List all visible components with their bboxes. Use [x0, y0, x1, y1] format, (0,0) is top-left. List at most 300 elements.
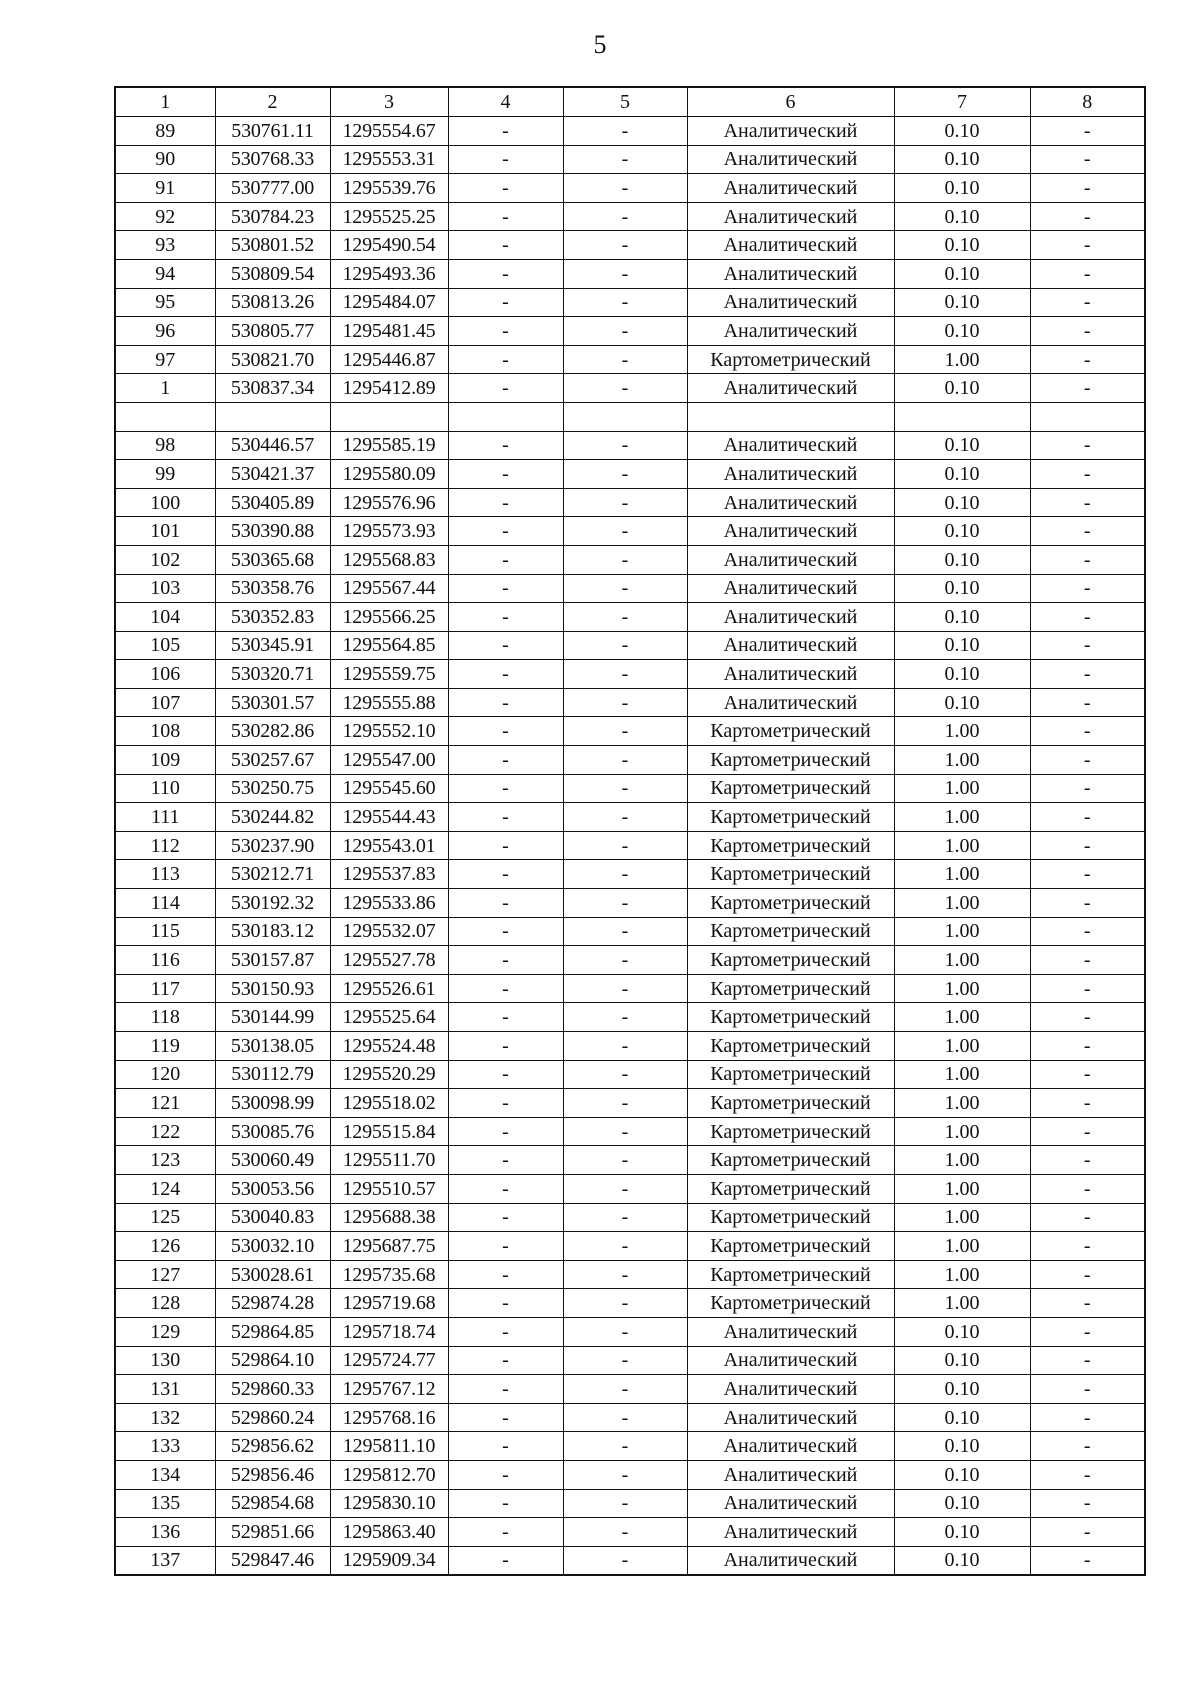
table-cell: - — [1030, 717, 1145, 746]
table-cell: 101 — [115, 517, 215, 546]
table-row — [115, 831, 1145, 860]
table-cell: Аналитический — [687, 574, 894, 603]
table-cell: - — [1030, 460, 1145, 489]
table-cell: Аналитический — [687, 431, 894, 460]
table-cell: 115 — [115, 917, 215, 946]
table-row — [115, 1518, 1145, 1547]
table-cell: - — [1030, 688, 1145, 717]
table-cell: - — [1030, 1289, 1145, 1318]
table-cell: - — [563, 1460, 687, 1489]
table-cell: 1295511.70 — [330, 1146, 448, 1175]
table-cell: - — [1030, 1089, 1145, 1118]
table-cell: Картометрический — [687, 974, 894, 1003]
table-cell: - — [1030, 1174, 1145, 1203]
table-cell: 530768.33 — [215, 145, 330, 174]
table-cell: - — [563, 488, 687, 517]
table-cell: 0.10 — [894, 259, 1030, 288]
table-cell: Картометрический — [687, 1089, 894, 1118]
table-cell: 137 — [115, 1546, 215, 1575]
table-cell: 96 — [115, 317, 215, 346]
table-cell: - — [1030, 345, 1145, 374]
table-row — [115, 517, 1145, 546]
table-cell: Аналитический — [687, 660, 894, 689]
table-cell: - — [448, 1403, 563, 1432]
table-cell: - — [563, 1375, 687, 1404]
table-cell: 1295768.16 — [330, 1403, 448, 1432]
table-cell: Аналитический — [687, 1546, 894, 1575]
table-row — [115, 889, 1145, 918]
table-cell: - — [448, 1375, 563, 1404]
table-cell: 103 — [115, 574, 215, 603]
table-row — [115, 946, 1145, 975]
table-cell: 92 — [115, 202, 215, 231]
table-cell: 1.00 — [894, 1089, 1030, 1118]
page-number: 5 — [593, 30, 607, 59]
table-cell: 98 — [115, 431, 215, 460]
table-cell: 1295564.85 — [330, 631, 448, 660]
table-row — [115, 1003, 1145, 1032]
header-cell: 5 — [563, 87, 687, 117]
table-cell: Картометрический — [687, 717, 894, 746]
table-cell: - — [1030, 1346, 1145, 1375]
table-cell: - — [563, 660, 687, 689]
table-cell: - — [448, 1032, 563, 1061]
table-cell — [330, 402, 448, 431]
table-cell: - — [563, 1317, 687, 1346]
table-cell: - — [1030, 517, 1145, 546]
table-cell: - — [448, 517, 563, 546]
table-cell: 1.00 — [894, 774, 1030, 803]
table-cell: 129 — [115, 1317, 215, 1346]
table-cell: 110 — [115, 774, 215, 803]
table-cell: 1295909.34 — [330, 1546, 448, 1575]
table-cell: 127 — [115, 1260, 215, 1289]
table-cell: 130 — [115, 1346, 215, 1375]
table-cell: - — [1030, 946, 1145, 975]
table-cell: Картометрический — [687, 946, 894, 975]
table-cell: 1295576.96 — [330, 488, 448, 517]
table-row — [115, 1032, 1145, 1061]
table-cell: 0.10 — [894, 1518, 1030, 1547]
header-cell: 8 — [1030, 87, 1145, 117]
table-cell: 1295863.40 — [330, 1518, 448, 1547]
table-row — [115, 231, 1145, 260]
table-cell: - — [448, 117, 563, 146]
table-row — [115, 1432, 1145, 1461]
table-cell: 530784.23 — [215, 202, 330, 231]
table-cell: Аналитический — [687, 460, 894, 489]
table-cell: 126 — [115, 1232, 215, 1261]
table-cell: - — [1030, 917, 1145, 946]
table-cell: - — [563, 317, 687, 346]
table-cell: 530813.26 — [215, 288, 330, 317]
table-cell: 1295566.25 — [330, 603, 448, 632]
table-cell: 117 — [115, 974, 215, 1003]
table-cell: Аналитический — [687, 1460, 894, 1489]
header-cell: 3 — [330, 87, 448, 117]
table-cell: - — [563, 517, 687, 546]
table-cell: - — [448, 917, 563, 946]
table-cell: Картометрический — [687, 1060, 894, 1089]
table-cell: Аналитический — [687, 1432, 894, 1461]
table-cell: 1295524.48 — [330, 1032, 448, 1061]
table-cell: - — [448, 145, 563, 174]
table-cell: 0.10 — [894, 317, 1030, 346]
table-cell: - — [563, 545, 687, 574]
table-cell: Аналитический — [687, 1403, 894, 1432]
table-cell: 530212.71 — [215, 860, 330, 889]
table-cell: Картометрический — [687, 1174, 894, 1203]
table-cell: 1.00 — [894, 1232, 1030, 1261]
table-cell: 530144.99 — [215, 1003, 330, 1032]
table-cell: Картометрический — [687, 1289, 894, 1318]
table-cell: - — [563, 1518, 687, 1547]
table-cell: - — [448, 574, 563, 603]
table-row — [115, 345, 1145, 374]
table-cell: - — [1030, 1203, 1145, 1232]
table-cell: Картометрический — [687, 889, 894, 918]
table-cell: 136 — [115, 1518, 215, 1547]
table-cell: 530837.34 — [215, 374, 330, 403]
table-cell: - — [1030, 1060, 1145, 1089]
table-cell: - — [448, 345, 563, 374]
table-cell: - — [448, 1060, 563, 1089]
table-cell: - — [1030, 545, 1145, 574]
table-row — [115, 860, 1145, 889]
table-cell: 1.00 — [894, 946, 1030, 975]
table-cell: 1.00 — [894, 345, 1030, 374]
table-cell: 134 — [115, 1460, 215, 1489]
table-cell: - — [1030, 574, 1145, 603]
table-row — [115, 746, 1145, 775]
table-cell: 1295767.12 — [330, 1375, 448, 1404]
table-cell: - — [563, 574, 687, 603]
table-cell: 1.00 — [894, 1117, 1030, 1146]
table-cell: 529860.33 — [215, 1375, 330, 1404]
table-cell: 120 — [115, 1060, 215, 1089]
table-cell: - — [1030, 603, 1145, 632]
table-cell: - — [563, 946, 687, 975]
table-cell: 0.10 — [894, 231, 1030, 260]
table-cell: 1.00 — [894, 803, 1030, 832]
table-cell: - — [563, 1432, 687, 1461]
table-cell: - — [448, 1260, 563, 1289]
table-cell: - — [448, 1089, 563, 1118]
table-cell: 530183.12 — [215, 917, 330, 946]
table-cell: 121 — [115, 1089, 215, 1118]
table-cell: - — [563, 374, 687, 403]
table-row — [115, 1289, 1145, 1318]
table-cell: 113 — [115, 860, 215, 889]
table-cell: 1.00 — [894, 1060, 1030, 1089]
table-cell: - — [1030, 1403, 1145, 1432]
table-cell: 529864.10 — [215, 1346, 330, 1375]
table-cell: - — [563, 117, 687, 146]
header-cell: 1 — [115, 87, 215, 117]
table-cell: Картометрический — [687, 746, 894, 775]
table-cell: - — [563, 1060, 687, 1089]
table-cell: - — [563, 231, 687, 260]
table-cell: 1295510.57 — [330, 1174, 448, 1203]
table-cell: 529874.28 — [215, 1289, 330, 1318]
table-cell: 530761.11 — [215, 117, 330, 146]
table-cell: 0.10 — [894, 1375, 1030, 1404]
table-cell: 0.10 — [894, 288, 1030, 317]
table-cell: 529864.85 — [215, 1317, 330, 1346]
table-cell: 530801.52 — [215, 231, 330, 260]
table-cell — [1030, 402, 1145, 431]
table-cell: 530320.71 — [215, 660, 330, 689]
table-cell: - — [563, 1117, 687, 1146]
table-cell: 530028.61 — [215, 1260, 330, 1289]
table-cell: 1295543.01 — [330, 831, 448, 860]
table-cell: 0.10 — [894, 1432, 1030, 1461]
table-row — [115, 1117, 1145, 1146]
table-cell: 89 — [115, 117, 215, 146]
table-row — [115, 402, 1145, 431]
table-cell: 1295688.38 — [330, 1203, 448, 1232]
table-cell: 128 — [115, 1289, 215, 1318]
table-cell: 1295719.68 — [330, 1289, 448, 1318]
table-row — [115, 1232, 1145, 1261]
table-cell: - — [563, 288, 687, 317]
table-cell: Аналитический — [687, 231, 894, 260]
table-row — [115, 1489, 1145, 1518]
table-cell — [563, 402, 687, 431]
table-cell: - — [1030, 431, 1145, 460]
table-row — [115, 774, 1145, 803]
table-cell: Аналитический — [687, 174, 894, 203]
table-cell: 0.10 — [894, 517, 1030, 546]
table-cell: - — [448, 488, 563, 517]
table-cell: Аналитический — [687, 1317, 894, 1346]
table-cell: - — [448, 1546, 563, 1575]
table-cell: - — [448, 889, 563, 918]
table-cell: - — [563, 974, 687, 1003]
table-cell: - — [1030, 1146, 1145, 1175]
table-cell: Аналитический — [687, 1346, 894, 1375]
table-row — [115, 174, 1145, 203]
table-cell: 1295559.75 — [330, 660, 448, 689]
table-cell: - — [1030, 117, 1145, 146]
table-row — [115, 259, 1145, 288]
table-cell: 1295526.61 — [330, 974, 448, 1003]
table-cell: 1295515.84 — [330, 1117, 448, 1146]
table-cell: - — [1030, 831, 1145, 860]
table-cell: 1295573.93 — [330, 517, 448, 546]
table-cell: 1295532.07 — [330, 917, 448, 946]
table-cell: - — [563, 1174, 687, 1203]
table-cell: 530421.37 — [215, 460, 330, 489]
table-cell: 118 — [115, 1003, 215, 1032]
table-row — [115, 917, 1145, 946]
table-cell: - — [563, 1232, 687, 1261]
table-cell: 90 — [115, 145, 215, 174]
table-cell: - — [448, 603, 563, 632]
table-row — [115, 460, 1145, 489]
table-cell: - — [1030, 1117, 1145, 1146]
table-cell — [215, 402, 330, 431]
table-cell: 122 — [115, 1117, 215, 1146]
table-row — [115, 374, 1145, 403]
table-cell: Картометрический — [687, 803, 894, 832]
table-cell: Аналитический — [687, 117, 894, 146]
table-cell: - — [563, 860, 687, 889]
table-cell: Аналитический — [687, 603, 894, 632]
header-cell: 4 — [448, 87, 563, 117]
table-cell: Картометрический — [687, 345, 894, 374]
table-cell: 0.10 — [894, 688, 1030, 717]
table-cell: Картометрический — [687, 1232, 894, 1261]
table-cell: - — [563, 345, 687, 374]
table-cell: Картометрический — [687, 774, 894, 803]
table-cell: 530777.00 — [215, 174, 330, 203]
table-row — [115, 631, 1145, 660]
table-cell: - — [448, 803, 563, 832]
table-cell: - — [448, 174, 563, 203]
table-cell: 1.00 — [894, 1260, 1030, 1289]
table-cell: - — [448, 717, 563, 746]
table-cell: 529854.68 — [215, 1489, 330, 1518]
table-cell: 1295493.36 — [330, 259, 448, 288]
table-cell: 530085.76 — [215, 1117, 330, 1146]
table-cell: - — [1030, 202, 1145, 231]
table-cell: - — [563, 774, 687, 803]
table-cell: - — [563, 717, 687, 746]
table-cell: 0.10 — [894, 1346, 1030, 1375]
table-cell: 0.10 — [894, 603, 1030, 632]
table-cell: - — [448, 1174, 563, 1203]
table-cell: - — [1030, 317, 1145, 346]
table-cell: 530301.57 — [215, 688, 330, 717]
table-cell: - — [563, 174, 687, 203]
table-cell: 529856.62 — [215, 1432, 330, 1461]
table-cell: - — [1030, 631, 1145, 660]
table-cell: 104 — [115, 603, 215, 632]
table-cell: - — [563, 1203, 687, 1232]
table-cell: - — [1030, 889, 1145, 918]
table-cell: - — [1030, 1489, 1145, 1518]
table-cell: - — [563, 1403, 687, 1432]
table-cell: 1295446.87 — [330, 345, 448, 374]
table-cell: 1295539.76 — [330, 174, 448, 203]
table-cell: - — [563, 917, 687, 946]
table-cell: - — [448, 1117, 563, 1146]
table-row — [115, 603, 1145, 632]
table-cell: - — [448, 1460, 563, 1489]
table-cell: Аналитический — [687, 1489, 894, 1518]
table-row — [115, 117, 1145, 146]
table-cell: 102 — [115, 545, 215, 574]
table-cell: 1295553.31 — [330, 145, 448, 174]
table-cell: 0.10 — [894, 574, 1030, 603]
table-cell: - — [1030, 974, 1145, 1003]
table-cell: 530138.05 — [215, 1032, 330, 1061]
table-cell: 530250.75 — [215, 774, 330, 803]
table-cell: - — [1030, 288, 1145, 317]
table-cell — [115, 402, 215, 431]
table-cell: 530112.79 — [215, 1060, 330, 1089]
table-cell: Аналитический — [687, 145, 894, 174]
table-cell: 100 — [115, 488, 215, 517]
table-cell: 94 — [115, 259, 215, 288]
table-cell — [448, 402, 563, 431]
table-cell: - — [563, 1089, 687, 1118]
table-row — [115, 431, 1145, 460]
table-cell: - — [448, 746, 563, 775]
table-cell: 1295412.89 — [330, 374, 448, 403]
table-cell: - — [448, 1518, 563, 1547]
table-cell: 1295547.00 — [330, 746, 448, 775]
table-cell: Картометрический — [687, 1260, 894, 1289]
table-row — [115, 1317, 1145, 1346]
table-cell: - — [563, 431, 687, 460]
table-cell: 97 — [115, 345, 215, 374]
table-cell: Аналитический — [687, 259, 894, 288]
header-cell: 7 — [894, 87, 1030, 117]
table-cell: - — [1030, 488, 1145, 517]
table-cell: - — [1030, 1260, 1145, 1289]
table-cell: Аналитический — [687, 1518, 894, 1547]
table-row — [115, 1060, 1145, 1089]
table-cell: 0.10 — [894, 1460, 1030, 1489]
table-cell: - — [563, 746, 687, 775]
table-cell: - — [448, 431, 563, 460]
table-cell: - — [448, 660, 563, 689]
table-cell: 1295811.10 — [330, 1432, 448, 1461]
table-cell: - — [563, 631, 687, 660]
table-cell: 123 — [115, 1146, 215, 1175]
table-row — [115, 717, 1145, 746]
table-cell: 530157.87 — [215, 946, 330, 975]
table-cell: - — [563, 1289, 687, 1318]
table-cell: - — [563, 603, 687, 632]
table-cell: 105 — [115, 631, 215, 660]
table-cell: 530405.89 — [215, 488, 330, 517]
table-cell: 530192.32 — [215, 889, 330, 918]
table-cell: 1295585.19 — [330, 431, 448, 460]
table-cell: 530352.83 — [215, 603, 330, 632]
table-cell: - — [448, 831, 563, 860]
table-cell: 1295724.77 — [330, 1346, 448, 1375]
table-cell: - — [448, 1146, 563, 1175]
table-cell: 1295533.86 — [330, 889, 448, 918]
header-cell: 2 — [215, 87, 330, 117]
table-cell: 530805.77 — [215, 317, 330, 346]
table-cell: 530032.10 — [215, 1232, 330, 1261]
table-cell: 530150.93 — [215, 974, 330, 1003]
table-cell: 530282.86 — [215, 717, 330, 746]
table-cell: - — [1030, 374, 1145, 403]
table-cell: 108 — [115, 717, 215, 746]
table-cell: - — [448, 374, 563, 403]
table-cell: Картометрический — [687, 860, 894, 889]
table-row — [115, 1174, 1145, 1203]
table-cell: Картометрический — [687, 1117, 894, 1146]
table-cell: - — [563, 202, 687, 231]
table-cell: Аналитический — [687, 688, 894, 717]
table-cell: 1.00 — [894, 717, 1030, 746]
table-cell: - — [1030, 1003, 1145, 1032]
table-cell: 93 — [115, 231, 215, 260]
table-row — [115, 288, 1145, 317]
table-cell: 1295552.10 — [330, 717, 448, 746]
table-cell: 1295544.43 — [330, 803, 448, 832]
table-cell: - — [448, 460, 563, 489]
table-row — [115, 660, 1145, 689]
table-row — [115, 545, 1145, 574]
table-cell: - — [448, 974, 563, 1003]
